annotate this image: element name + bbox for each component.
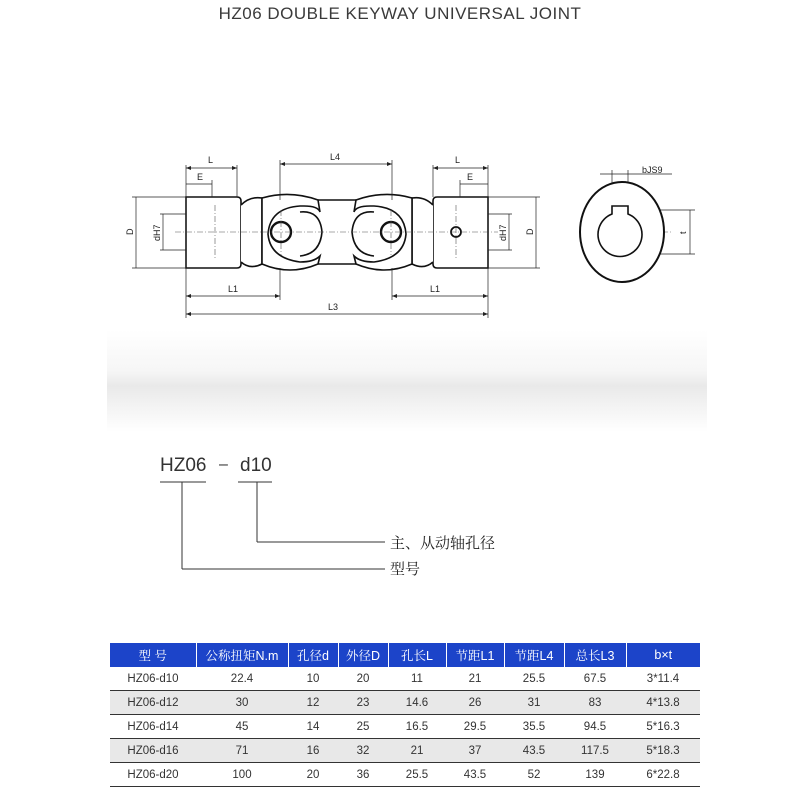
table-cell: 30 [196,691,288,715]
table-cell: 3*11.4 [626,667,700,691]
table-cell: 26 [446,691,504,715]
header-bore-length: 孔长L [388,643,446,667]
dim-L4: L4 [330,152,341,162]
table-cell: 16.5 [388,715,446,739]
dim-dH7-left: dH7 [152,224,162,241]
header-torque: 公称扭矩N.m [196,643,288,667]
dim-t: t [678,231,688,234]
dim-L-left: L [208,155,214,165]
dim-bJS9: bJS9 [642,165,663,175]
table-cell: 43.5 [446,763,504,787]
table-cell: 36 [338,763,388,787]
table-cell: 20 [288,763,338,787]
table-cell: 14.6 [388,691,446,715]
table-row [110,763,700,787]
table-cell: 29.5 [446,715,504,739]
table-cell: 23 [338,691,388,715]
dim-dH7-right: dH7 [498,224,508,241]
table-cell: 11 [388,667,446,691]
table-row [110,739,700,763]
dim-D-right: D [525,228,535,235]
header-outer-diameter: 外径D [338,643,388,667]
table-cell: 25 [338,715,388,739]
table-cell: 32 [338,739,388,763]
table-cell: HZ06-d14 [110,715,196,739]
model-type-label: 型号 [390,561,421,578]
dim-L3: L3 [328,302,339,312]
table-cell: 139 [564,763,626,787]
dim-E-right: E [467,172,474,182]
table-cell: 25.5 [388,763,446,787]
table-cell: HZ06-d10 [110,667,196,691]
table-cell: 100 [196,763,288,787]
table-cell: 37 [446,739,504,763]
dim-E-left: E [197,172,204,182]
table-cell: 52 [504,763,564,787]
header-model: 型 号 [110,643,196,667]
dim-L1-right: L1 [430,284,441,294]
table-cell: 22.4 [196,667,288,691]
table-cell: 21 [446,667,504,691]
table-cell: 6*22.8 [626,763,700,787]
model-prefix: HZ06 [160,455,207,476]
dim-D-left: D [125,228,135,235]
dim-L-right: L [455,155,461,165]
model-suffix: d10 [240,455,272,476]
table-cell: 20 [338,667,388,691]
header-pitch-l1: 节距L1 [446,643,504,667]
table-cell: 5*18.3 [626,739,700,763]
table-row [110,715,700,739]
header-keyway: b×t [626,643,700,667]
table-cell: HZ06-d16 [110,739,196,763]
table-row [110,667,700,691]
table-cell: 25.5 [504,667,564,691]
header-total-length: 总长L3 [564,643,626,667]
table-cell: 43.5 [504,739,564,763]
table-cell: 12 [288,691,338,715]
table-cell: 71 [196,739,288,763]
table-cell: 10 [288,667,338,691]
table-cell: 21 [388,739,446,763]
table-cell: 67.5 [564,667,626,691]
table-cell: 83 [564,691,626,715]
table-header-row [110,643,700,667]
table-cell: 14 [288,715,338,739]
header-pitch-l4: 节距L4 [504,643,564,667]
table-row [110,691,700,715]
model-separator: – [219,456,228,473]
table-cell: 117.5 [564,739,626,763]
table-cell: 94.5 [564,715,626,739]
table-cell: 5*16.3 [626,715,700,739]
table-cell: 35.5 [504,715,564,739]
table-cell: 4*13.8 [626,691,700,715]
dim-L1-left: L1 [228,284,239,294]
header-bore: 孔径d [288,643,338,667]
page-title: HZ06 DOUBLE KEYWAY UNIVERSAL JOINT [218,4,582,23]
spec-table [110,643,700,787]
table-cell: HZ06-d20 [110,763,196,787]
table-cell: 45 [196,715,288,739]
bore-diameter-label: 主、从动轴孔径 [390,535,496,552]
table-cell: 16 [288,739,338,763]
table-cell: 31 [504,691,564,715]
table-cell: HZ06-d12 [110,691,196,715]
